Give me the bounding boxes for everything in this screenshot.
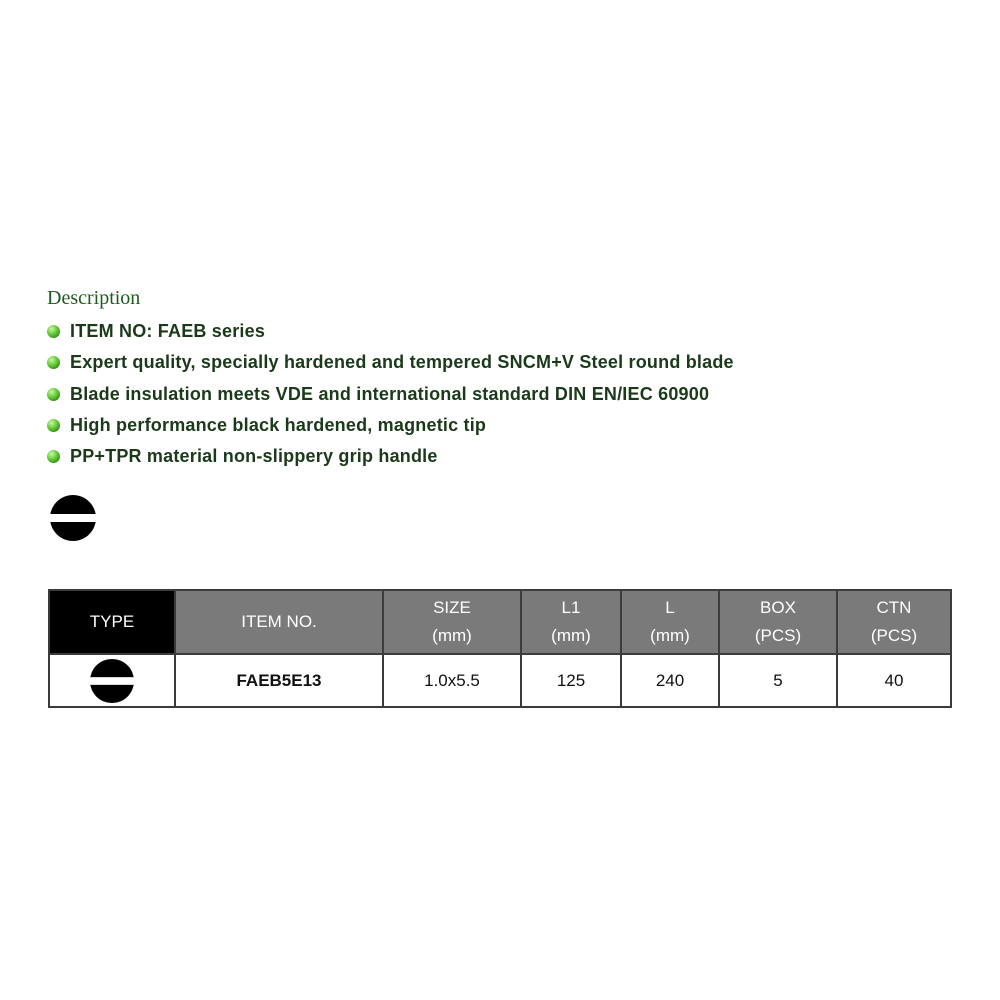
header-l-unit: (mm) (650, 626, 690, 645)
header-l1 (521, 590, 621, 654)
cell-ctn: 40 (837, 654, 951, 707)
header-type: TYPE (49, 590, 175, 654)
cell-l: 240 (621, 654, 719, 707)
list-item (47, 347, 734, 378)
bullet-icon (47, 419, 60, 432)
header-l (621, 590, 719, 654)
spec-table (48, 589, 952, 708)
table-row (49, 654, 951, 707)
feature-text: ITEM NO: FAEB series (70, 321, 266, 342)
header-box-unit: (PCS) (754, 626, 802, 645)
header-size (383, 590, 521, 654)
bullet-icon (47, 450, 60, 463)
feature-text: PP+TPR material non-slippery grip handle (70, 446, 438, 467)
list-item (47, 441, 734, 472)
header-item-no: ITEM NO. (175, 590, 383, 654)
cell-size: 1.0x5.5 (383, 654, 521, 707)
cell-item-no: FAEB5E13 (175, 654, 383, 707)
header-ctn-label: CTN (876, 598, 912, 617)
feature-text: Blade insulation meets VDE and international standard DIN EN/IEC 60900 (70, 383, 710, 404)
bullet-icon (47, 388, 60, 401)
header-ctn (837, 590, 951, 654)
slotted-tip-icon (89, 658, 135, 704)
header-ctn-unit: (PCS) (870, 626, 918, 645)
header-l1-unit: (mm) (551, 626, 591, 645)
cell-type (49, 654, 175, 707)
cell-box: 5 (719, 654, 837, 707)
list-item (47, 379, 734, 410)
description-title: Description (47, 287, 141, 309)
feature-text: Expert quality, specially hardened and tempered SNCM+V Steel round blade (70, 352, 734, 373)
bullet-icon (47, 325, 60, 338)
header-box-label: BOX (760, 598, 796, 617)
feature-list (47, 316, 734, 472)
cell-l1: 125 (521, 654, 621, 707)
slotted-tip-icon (49, 494, 97, 542)
header-box (719, 590, 837, 654)
bullet-icon (47, 356, 60, 369)
header-size-label: SIZE (433, 598, 471, 617)
list-item (47, 316, 734, 347)
header-l-label: L (665, 598, 675, 617)
header-size-unit: (mm) (432, 626, 472, 645)
table-header-row (49, 590, 951, 654)
feature-text: High performance black hardened, magnetic tip (70, 415, 487, 436)
header-l1-label: L1 (561, 598, 581, 617)
list-item (47, 410, 734, 441)
